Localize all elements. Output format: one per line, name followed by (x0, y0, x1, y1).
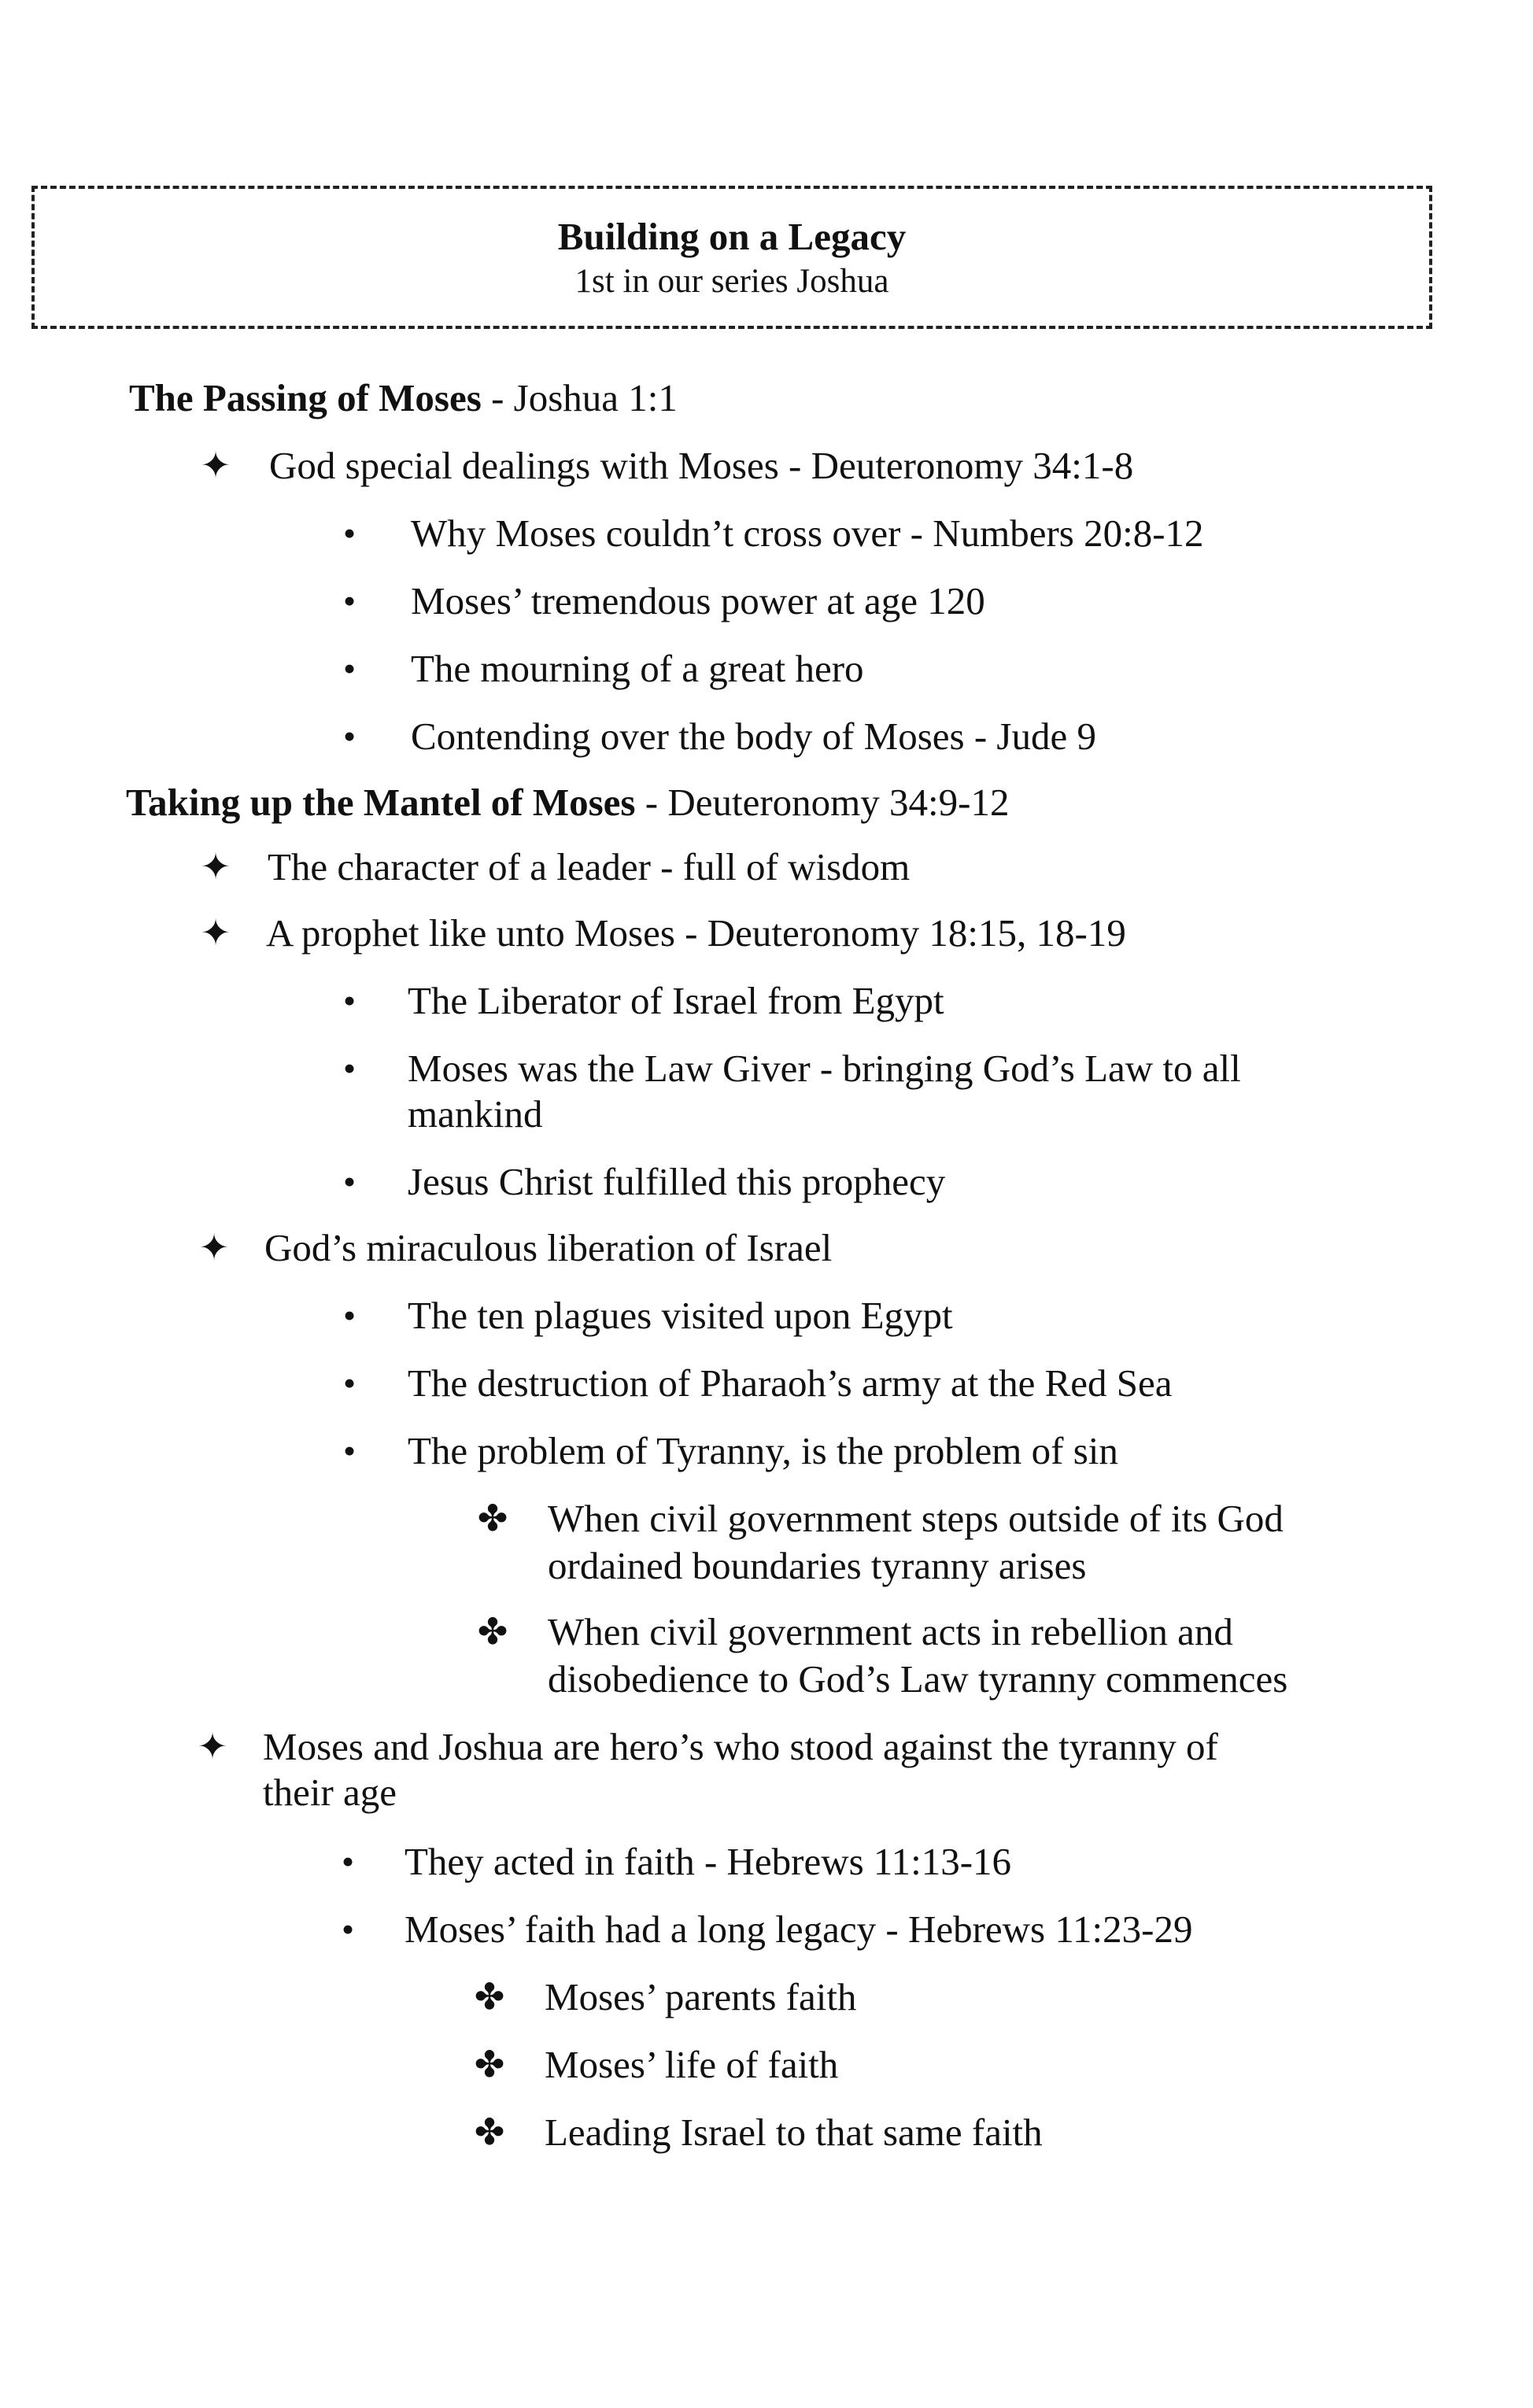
outline-item-continued: mankind (408, 1092, 543, 1136)
outline-item: The ten plagues visited upon Egypt (408, 1294, 953, 1337)
bullet-icon: • (341, 1841, 355, 1882)
outline-item: The mourning of a great hero (411, 647, 864, 690)
bullet-icon: • (342, 648, 356, 689)
outline-item: God special dealings with Moses - Deuteronomy 34:1-8 (269, 444, 1134, 487)
bullet-icon: • (342, 1162, 356, 1202)
section-heading-title: Taking up the Mantel of Moses (126, 781, 636, 824)
four-point-star-icon: ✦ (200, 913, 231, 953)
section-heading-title: The Passing of Moses (129, 376, 482, 419)
outline-item: The destruction of Pharaoh’s army at the Red Sea (408, 1361, 1173, 1405)
outline-item: Moses’ tremendous power at age 120 (411, 579, 985, 622)
document-title: Building on a Legacy (557, 215, 907, 258)
bullet-icon: • (342, 1048, 356, 1088)
outline-item: The Liberator of Israel from Egypt (408, 979, 944, 1022)
outline-item-continued: their age (263, 1771, 397, 1814)
clover-icon: ✤ (474, 1977, 505, 2017)
outline-item: Moses was the Law Giver - bringing God’s Law to all (408, 1047, 1241, 1090)
clover-icon: ✤ (474, 2112, 505, 2152)
section-heading-ref: - Joshua 1:1 (481, 376, 678, 419)
outline-item: God’s miraculous liberation of Israel (264, 1226, 833, 1269)
bullet-icon: • (342, 581, 356, 621)
outline-item: The character of a leader - full of wisdom (268, 845, 911, 888)
section-heading (129, 375, 678, 422)
outline-item: Moses’ life of faith (545, 2043, 839, 2086)
outline-item-continued: disobedience to God’s Law tyranny commences (548, 1657, 1288, 1701)
bullet-icon: • (342, 513, 356, 553)
outline-item: When civil government steps outside of its God (548, 1497, 1284, 1540)
outline-item: Why Moses couldn’t cross over - Numbers 20:8-12 (411, 512, 1204, 555)
bullet-icon: • (342, 1363, 356, 1403)
clover-icon: ✤ (477, 1498, 508, 1538)
outline-item: Moses’ faith had a long legacy - Hebrews 11:23-29 (404, 1908, 1193, 1951)
outline-item: Contending over the body of Moses - Jude 9 (411, 715, 1096, 758)
outline-item-continued: ordained boundaries tyranny arises (548, 1544, 1087, 1587)
bullet-icon: • (341, 1909, 355, 1949)
outline-item: When civil government acts in rebellion and (548, 1610, 1233, 1653)
clover-icon: ✤ (474, 2044, 505, 2085)
clover-icon: ✤ (477, 1612, 508, 1652)
bullet-icon: • (342, 1431, 356, 1471)
four-point-star-icon: ✦ (198, 1228, 230, 1268)
outline-item: Moses’ parents faith (545, 1975, 857, 2018)
bullet-icon: • (342, 1295, 356, 1335)
four-point-star-icon: ✦ (200, 445, 231, 486)
document-subtitle: 1st in our series Joshua (574, 263, 889, 300)
outline-item: They acted in faith - Hebrews 11:13-16 (404, 1840, 1012, 1883)
four-point-star-icon: ✦ (197, 1727, 228, 1767)
bullet-icon: • (342, 716, 356, 756)
section-heading (126, 779, 1009, 826)
outline-item: Leading Israel to that same faith (545, 2111, 1043, 2154)
outline-item: Jesus Christ fulfilled this prophecy (408, 1160, 946, 1203)
title-box (31, 186, 1432, 329)
section-heading-ref: - Deuteronomy 34:9-12 (635, 781, 1010, 824)
outline-item: The problem of Tyranny, is the problem of sin (408, 1429, 1118, 1472)
bullet-icon: • (342, 981, 356, 1021)
four-point-star-icon: ✦ (200, 847, 231, 887)
outline-item: A prophet like unto Moses - Deuteronomy 18:15, 18-19 (266, 911, 1126, 955)
outline-item: Moses and Joshua are hero’s who stood against the tyranny of (263, 1725, 1218, 1768)
